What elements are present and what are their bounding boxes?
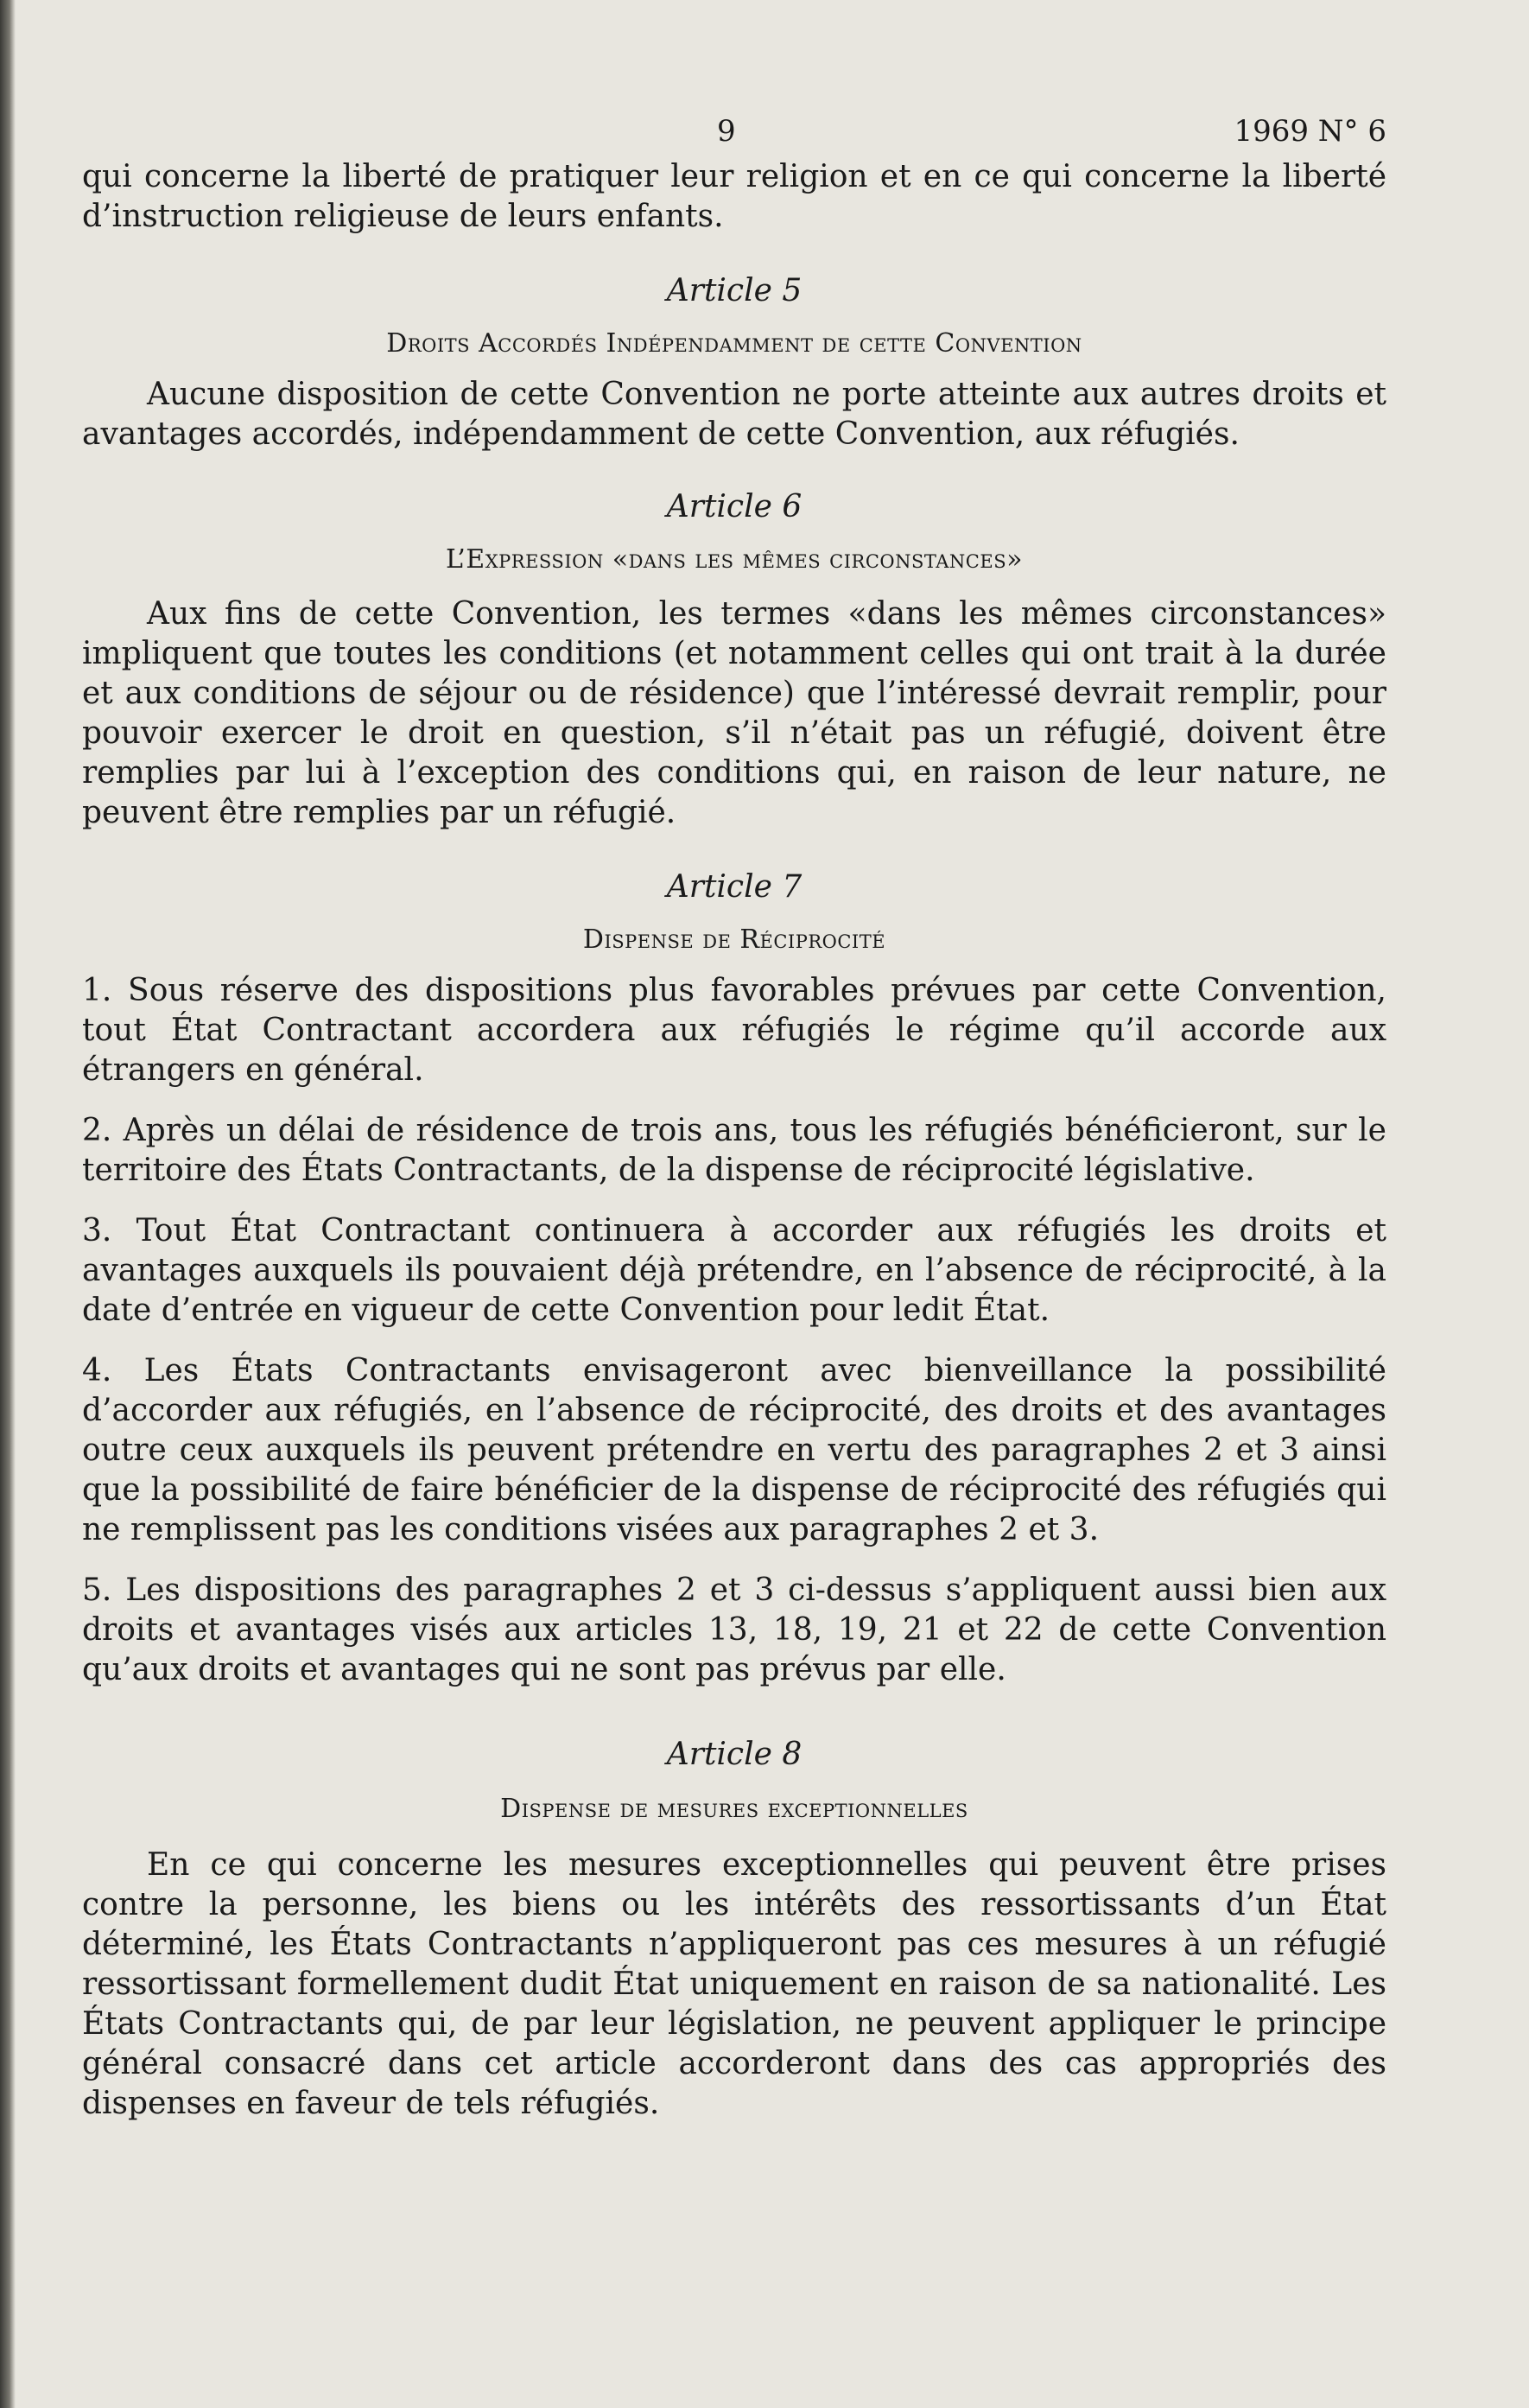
numbered-paragraph (82, 1571, 1386, 1690)
intro-paragraph: qui concerne la liberté de pratiquer leur religion et en ce qui concerne la liberté d’instruction religieuse de leurs enfants. (82, 159, 1386, 234)
article-paragraph: En ce qui concerne les mesures exceptionnelles qui peuvent être prises contre la personne, les biens ou les intérêts des ressortissants d’un État déterminé, les États Contractants n’appliqueront pas ces mesures à un réfugié ressortissant formellement dudit État uniquement en raison de sa nationalité. Les États Contractants qui, de par leur législation, ne peuvent appliquer le principe général consacré dans cet article accorderont dans des cas appropriés des dispenses en faveur de tels réfugiés. (82, 1847, 1386, 2121)
numbered-paragraph (82, 1111, 1386, 1191)
page-number: 9 (717, 114, 736, 149)
paragraph-number: 4. (82, 1353, 112, 1388)
paragraph-number: 5. (82, 1573, 112, 1608)
article-5 (82, 271, 1386, 454)
numbered-paragraph (82, 1351, 1386, 1550)
article-6 (82, 487, 1386, 833)
document-page (82, 104, 1386, 2124)
paragraph-number: 2. (82, 1113, 112, 1148)
article-heading: L’Expression «dans les mêmes circonstances» (446, 544, 1023, 575)
page-header (82, 104, 1386, 156)
numbered-paragraph (82, 1211, 1386, 1331)
article-heading: Droits Accordés Indépendamment de cette Convention (386, 328, 1082, 359)
document-reference: 1969 N° 6 (1234, 114, 1386, 149)
numbered-paragraph (82, 971, 1386, 1090)
article-8 (82, 1735, 1386, 2124)
paragraph-text: Tout État Contractant continuera à accorder aux réfugiés les droits et avantages auxquels ils pouvaient déjà prétendre, en l’absence de réciprocité, à la date d’entrée en vigueur de cette Convention pour ledit État. (82, 1213, 1386, 1328)
article-paragraph: Aux fins de cette Convention, les termes «dans les mêmes circonstances» impliquent que toutes les conditions (et notamment celles qui ont trait à la durée et aux conditions de séjour ou de résidence) que l’intéressé devrait remplir, pour pouvoir exercer le droit en question, s’il n’était pas un réfugié, doivent être remplies par lui à l’exception des conditions qui, en raison de leur nature, ne peuvent être remplies par un réfugié. (82, 596, 1386, 830)
paragraph-text: Les États Contractants envisageront avec bienveillance la possibilité d’accorder aux réfugiés, en l’absence de réciprocité, des droits et des avantages outre ceux auxquels ils peuvent prétendre en vertu des paragraphes 2 et 3 ainsi que la possibilité de faire bénéficier de la dispense de réciprocité des réfugiés qui ne remplissent pas les conditions visées aux paragraphes 2 et 3. (82, 1353, 1386, 1547)
article-7 (82, 867, 1386, 1690)
article-title: Article 7 (666, 869, 803, 905)
scan-edge (0, 0, 16, 2408)
paragraph-text: Sous réserve des dispositions plus favorables prévues par cette Convention, tout État Contractant accordera aux réfugiés le régime qu’il accorde aux étrangers en général. (82, 973, 1386, 1088)
article-paragraph: Aucune disposition de cette Convention ne porte atteinte aux autres droits et avantages accordés, indépendamment de cette Convention, aux réfugiés. (82, 377, 1386, 452)
article-title: Article 6 (666, 489, 803, 524)
article-heading: Dispense de mesures exceptionnelles (500, 1794, 968, 1824)
paragraph-text: Après un délai de résidence de trois ans, tous les réfugiés bénéficieront, sur le territoire des États Contractants, de la dispense de réciprocité législative. (82, 1113, 1386, 1188)
paragraph-number: 1. (82, 973, 112, 1008)
paragraph-text: Les dispositions des paragraphes 2 et 3 ci-dessus s’appliquent aussi bien aux droits et avantages visés aux articles 13, 18, 19, 21 et 22 de cette Convention qu’aux droits et avantages qui ne sont pas prévus par elle. (82, 1573, 1386, 1687)
paragraph-number: 3. (82, 1213, 112, 1248)
article-title: Article 5 (666, 273, 803, 308)
article-title: Article 8 (666, 1737, 803, 1772)
article-heading: Dispense de Réciprocité (582, 924, 886, 955)
